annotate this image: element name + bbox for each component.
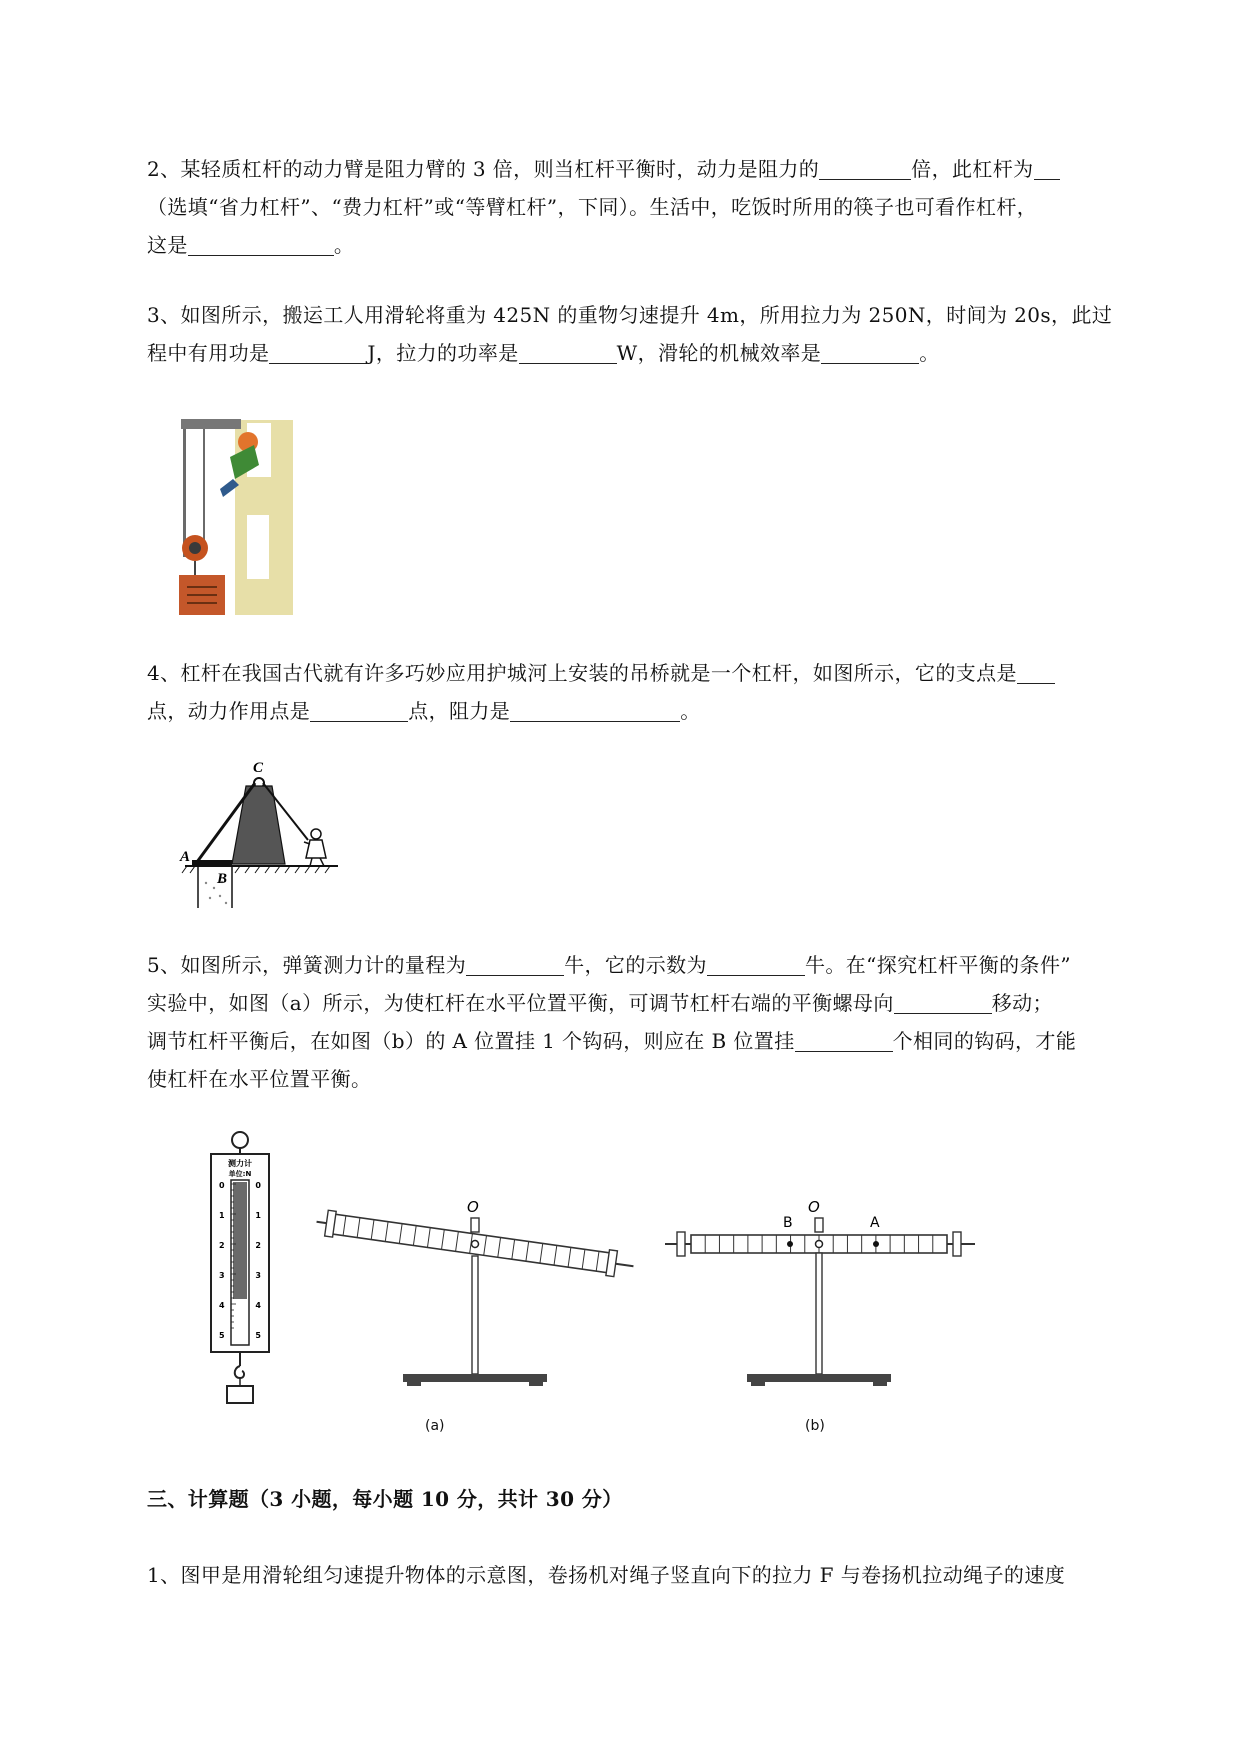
label-o-b: O — [808, 1198, 820, 1216]
question-5 — [147, 946, 1159, 1098]
meter-tick-label: 0 — [255, 1181, 261, 1190]
caption-b-text: (b) — [805, 1418, 825, 1434]
label-c: C — [253, 760, 264, 776]
q3-blank-1[interactable] — [269, 341, 367, 364]
q2-blank-1[interactable] — [819, 157, 911, 180]
caption-a-text: (a) — [425, 1418, 445, 1434]
drawbridge-figure — [170, 758, 345, 908]
q2-line-3: 这是 。 — [147, 233, 355, 257]
meter-tick-label: 5 — [255, 1331, 261, 1340]
point-b — [787, 1241, 793, 1247]
q5-blank-1[interactable] — [466, 953, 564, 976]
q2-line-1: 2、某轻质杠杆的动力臂是阻力臂的 3 倍，则当杠杆平衡时，动力是阻力的 倍，此杠杆为 — [147, 150, 1159, 188]
section-3-title: 三、计算题（3 小题，每小题 10 分，共计 30 分） — [147, 1487, 623, 1511]
q4-blank-1[interactable] — [1017, 661, 1055, 684]
q4-blank-3[interactable] — [510, 699, 680, 722]
meter-tick-label: 4 — [255, 1301, 261, 1310]
q5-line-4: 使杠杆在水平位置平衡。 — [147, 1067, 372, 1091]
meter-tick-label: 0 — [219, 1181, 225, 1190]
question-3 — [147, 296, 1159, 372]
q2-line-2: （选填“省力杠杆”、“费力杠杆”或“等臂杠杆”，下同）。生活中，吃饭时所用的筷子也可看作杠杆， — [147, 195, 1038, 219]
spring-scale-figure — [205, 1130, 270, 1405]
meter-tick-label: 1 — [219, 1211, 225, 1220]
meter-tick-label: 2 — [219, 1241, 225, 1250]
question-4 — [147, 654, 1159, 730]
point-a — [873, 1241, 879, 1247]
q5-line-1: 5、如图所示，弹簧测力计的量程为 牛，它的示数为 牛。在“探究杠杆平衡的条件” — [147, 953, 1071, 977]
meter-tick-label: 1 — [255, 1211, 261, 1220]
question-2 — [147, 150, 1159, 264]
label-a: A — [180, 849, 191, 865]
q3-blank-3[interactable] — [821, 341, 919, 364]
meter-unit: 单位:N — [228, 1170, 252, 1178]
q4-line-1: 4、杠杆在我国古代就有许多巧妙应用护城河上安装的吊桥就是一个杠杆，如图所示，它的支点是 — [147, 654, 1159, 692]
meter-title: 测力计 — [228, 1159, 252, 1168]
q5-line-3: 调节杠杆平衡后，在如图（b）的 A 位置挂 1 个钩码，则应在 B 位置挂 个相同的钩码，才能 — [147, 1029, 1077, 1053]
label-b-point: B — [783, 1215, 793, 1231]
label-o-a: O — [467, 1198, 479, 1216]
calc-question-1 — [147, 1556, 1159, 1594]
q3-blank-2[interactable] — [519, 341, 617, 364]
meter-tick-label: 5 — [219, 1331, 225, 1340]
meter-tick-label: 3 — [219, 1271, 225, 1280]
q2-blank-2[interactable] — [1034, 157, 1060, 180]
q3-line-1: 3、如图所示，搬运工人用滑轮将重为 425N 的重物匀速提升 4m，所用拉力为 250N，时间为 20s，此过 — [147, 303, 1113, 327]
q5-blank-3[interactable] — [894, 991, 992, 1014]
meter-tick-label: 2 — [255, 1241, 261, 1250]
label-b: B — [217, 871, 228, 887]
q5-line-2: 实验中，如图（a）所示，为使杠杆在水平位置平衡，可调节杠杆右端的平衡螺母向 移动； — [147, 991, 1053, 1015]
lever-figure-a — [315, 1190, 635, 1410]
q5-blank-4[interactable] — [795, 1029, 893, 1052]
q4-line-2: 点，动力作用点是 点，阻力是 。 — [147, 699, 701, 723]
q3-line-2: 程中有用功是 J，拉力的功率是 W，滑轮的机械效率是 。 — [147, 341, 940, 365]
lever-figure-b — [665, 1190, 975, 1410]
q4-blank-2[interactable] — [310, 699, 408, 722]
q2-blank-3[interactable] — [188, 233, 334, 256]
meter-tick-label: 4 — [219, 1301, 225, 1310]
q5-blank-2[interactable] — [707, 953, 805, 976]
pulley-worker-figure — [177, 415, 295, 615]
meter-tick-label: 3 — [255, 1271, 261, 1280]
label-a-point: A — [870, 1215, 880, 1231]
c1-line-1: 1、图甲是用滑轮组匀速提升物体的示意图，卷扬机对绳子竖直向下的拉力 F 与卷扬机拉动绳子的速度 — [147, 1563, 1066, 1587]
